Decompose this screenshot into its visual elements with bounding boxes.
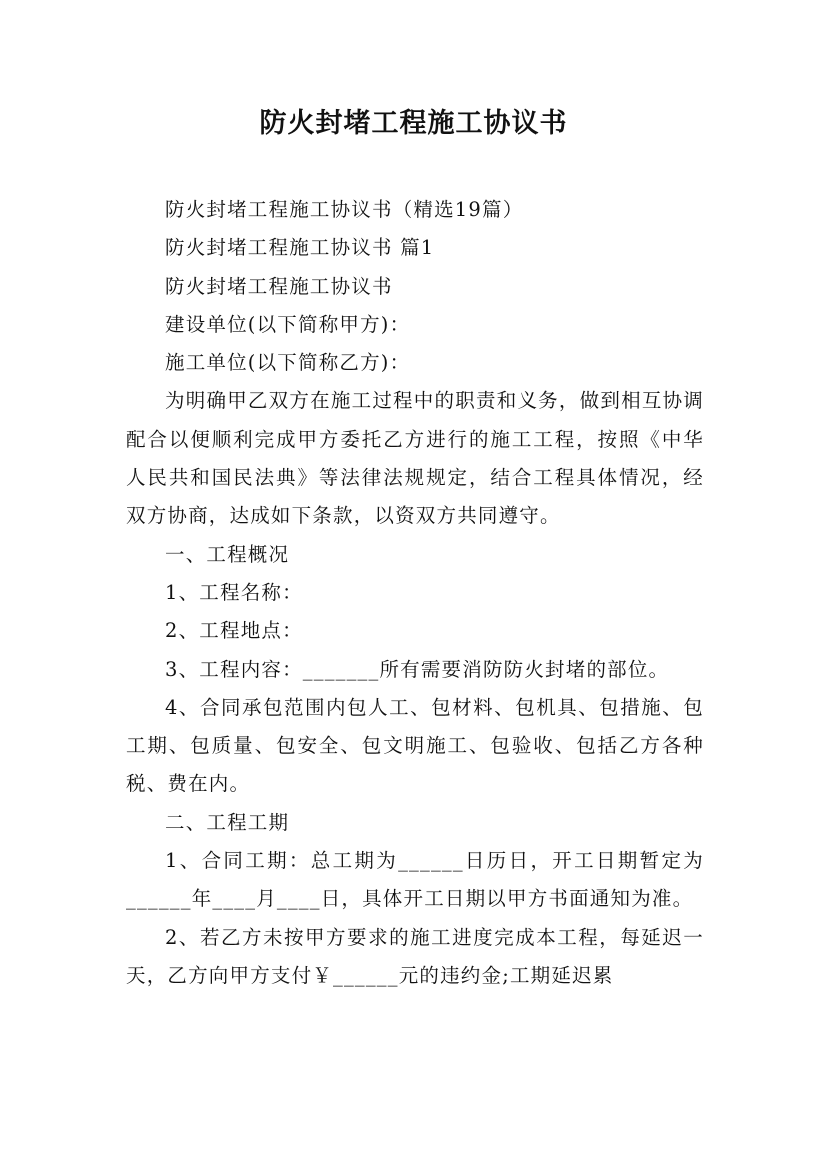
paragraph-delay-penalty: 2、若乙方未按甲方要求的施工进度完成本工程，每延迟一天，乙方向甲方支付￥______元的违约金;工期延迟累 [126, 925, 704, 987]
paragraph-party-a: 建设单位(以下简称甲方)： [165, 312, 411, 336]
paragraph-agreement-title: 防火封堵工程施工协议书 [165, 274, 393, 298]
paragraph-section-heading: 防火封堵工程施工协议书 篇1 [165, 236, 435, 260]
paragraph-preamble: 为明确甲乙双方在施工过程中的职责和义务，做到相互协调配合以便顺利完成甲方委托乙方进行的施工工程，按照《中华人民共和国民法典》等法律法规规定，结合工程具体情况，经双方协商，达成如下条款，以资双方共同遵守。 [126, 389, 704, 528]
paragraph-contract-scope: 4、合同承包范围内包人工、包材料、包机具、包措施、包工期、包质量、包安全、包文明施工、包验收、包括乙方各种税、费在内。 [126, 695, 704, 796]
paragraph-project-location: 2、工程地点： [165, 619, 303, 643]
paragraph-contract-period: 1、合同工期：总工期为______日历日，开工日期暂定为______年____月____日，具体开工日期以甲方书面通知为准。 [126, 849, 704, 911]
paragraph-project-content: 3、工程内容：_______所有需要消防防火封堵的部位。 [165, 657, 670, 681]
document-title: 防火封堵工程施工协议书 [259, 108, 568, 139]
paragraph-heading-overview: 一、工程概况 [165, 542, 290, 566]
paragraph-party-b: 施工单位(以下简称乙方)： [165, 351, 411, 375]
paragraph-project-name: 1、工程名称： [165, 580, 303, 604]
document-body [126, 191, 704, 995]
paragraph-heading-schedule: 二、工程工期 [165, 810, 290, 834]
paragraph-subtitle: 防火封堵工程施工协议书（精选19篇） [165, 198, 524, 221]
